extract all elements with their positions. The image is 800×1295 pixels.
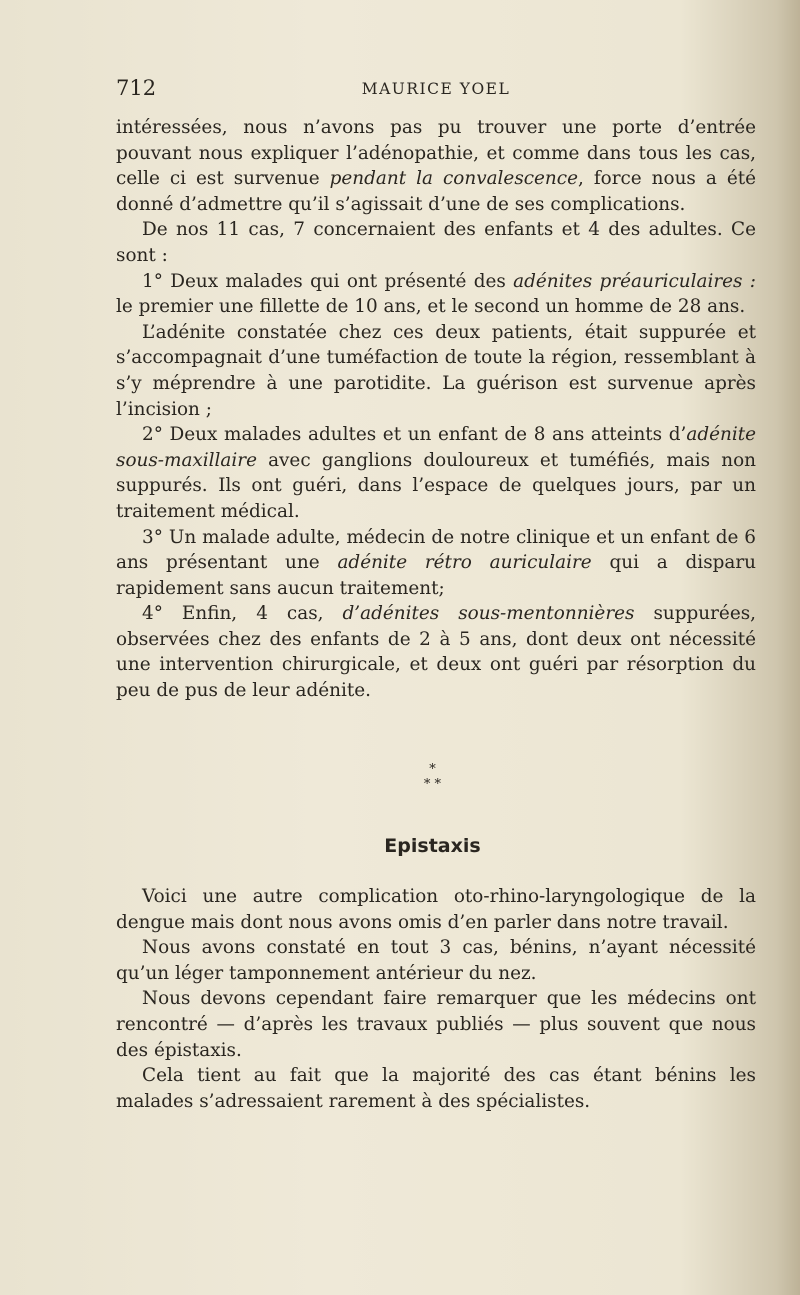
paragraph: L’adénite constatée chez ces deux patients, était suppurée et s’accompagnait d’une tuméfaction de toute la région, ressemblant à s’y méprendre à une parotidite. La guérison est survenue après l’incision ; bbox=[116, 321, 756, 420]
asterism-top: * bbox=[429, 762, 436, 777]
text-run: 4° Enfin, 4 cas, bbox=[142, 603, 343, 625]
text-run: suppurées, observées chez des enfants de 2 à 5 ans, dont deux ont nécessité une intervention chirurgicale, et deux ont guéri par résorption du peu de pus de leur adénite. bbox=[116, 603, 756, 702]
text-run: le premier une fillette de 10 ans, et le second un homme de 28 ans. bbox=[116, 296, 746, 318]
paragraph: Nous avons constaté en tout 3 cas, bénins, n’ayant nécessité qu’un léger tamponnement antérieur du nez. bbox=[116, 937, 756, 984]
paragraph: Cela tient au fait que la majorité des cas étant bénins les malades s’adressaient rarement à des spécialistes. bbox=[116, 1065, 756, 1112]
asterism bbox=[0, 762, 800, 792]
text-run: avec ganglions douloureux et tuméfiés, mais non suppurés. Ils ont guéri, dans l’espace de quelques jours, par un traitement médical. bbox=[116, 449, 756, 522]
paragraph bbox=[116, 525, 756, 602]
text-run: , force nous a été donné d’admettre qu’il s’agissait d’une de ses complications. bbox=[116, 168, 756, 215]
italic-run: adénites préauriculaires : bbox=[513, 270, 756, 292]
page-number: 712 bbox=[116, 76, 157, 100]
italic-run: pendant la convalescence bbox=[329, 168, 578, 190]
italic-run: adénite sous-maxillaire bbox=[116, 424, 756, 471]
asterism-bottom: * * bbox=[423, 777, 442, 792]
section-text bbox=[116, 884, 756, 1114]
paragraph bbox=[116, 422, 756, 524]
italic-run: d’adénites sous-mentonnières bbox=[342, 603, 635, 625]
text-run: 2° Deux malades adultes et un enfant de 8 ans atteints d’ bbox=[142, 424, 687, 446]
paragraph: Voici une autre complication oto-rhino-laryngologique de la dengue mais dont nous avons omis d’en parler dans notre travail. bbox=[116, 886, 756, 933]
italic-run: adénite rétro auriculaire bbox=[337, 552, 592, 574]
paragraph: De nos 11 cas, 7 concernaient des enfants et 4 des adultes. Ce sont : bbox=[116, 219, 756, 266]
paragraph: Nous devons cependant faire remarquer que les médecins ont rencontré — d’après les travaux publiés — plus souvent que nous des épistaxis. bbox=[116, 988, 756, 1061]
text-run: 1° Deux malades qui ont présenté des bbox=[142, 270, 514, 292]
body-text bbox=[116, 115, 756, 704]
running-head: MAURICE YOEL bbox=[361, 80, 511, 98]
paragraph bbox=[116, 601, 756, 703]
text-run: qui a disparu rapidement sans aucun traitement; bbox=[116, 552, 757, 599]
paragraph bbox=[116, 115, 756, 217]
text-run: 3° Un malade adulte, médecin de notre clinique et un enfant de 6 ans présentant une bbox=[116, 526, 756, 574]
section-title: Epistaxis bbox=[384, 835, 481, 857]
paragraph bbox=[116, 269, 756, 320]
text-run: intéressées, nous n’avons pas pu trouver une porte d’entrée pouvant nous expliquer l’adénopathie, et comme dans tous les cas, celle ci est survenue bbox=[116, 117, 756, 190]
